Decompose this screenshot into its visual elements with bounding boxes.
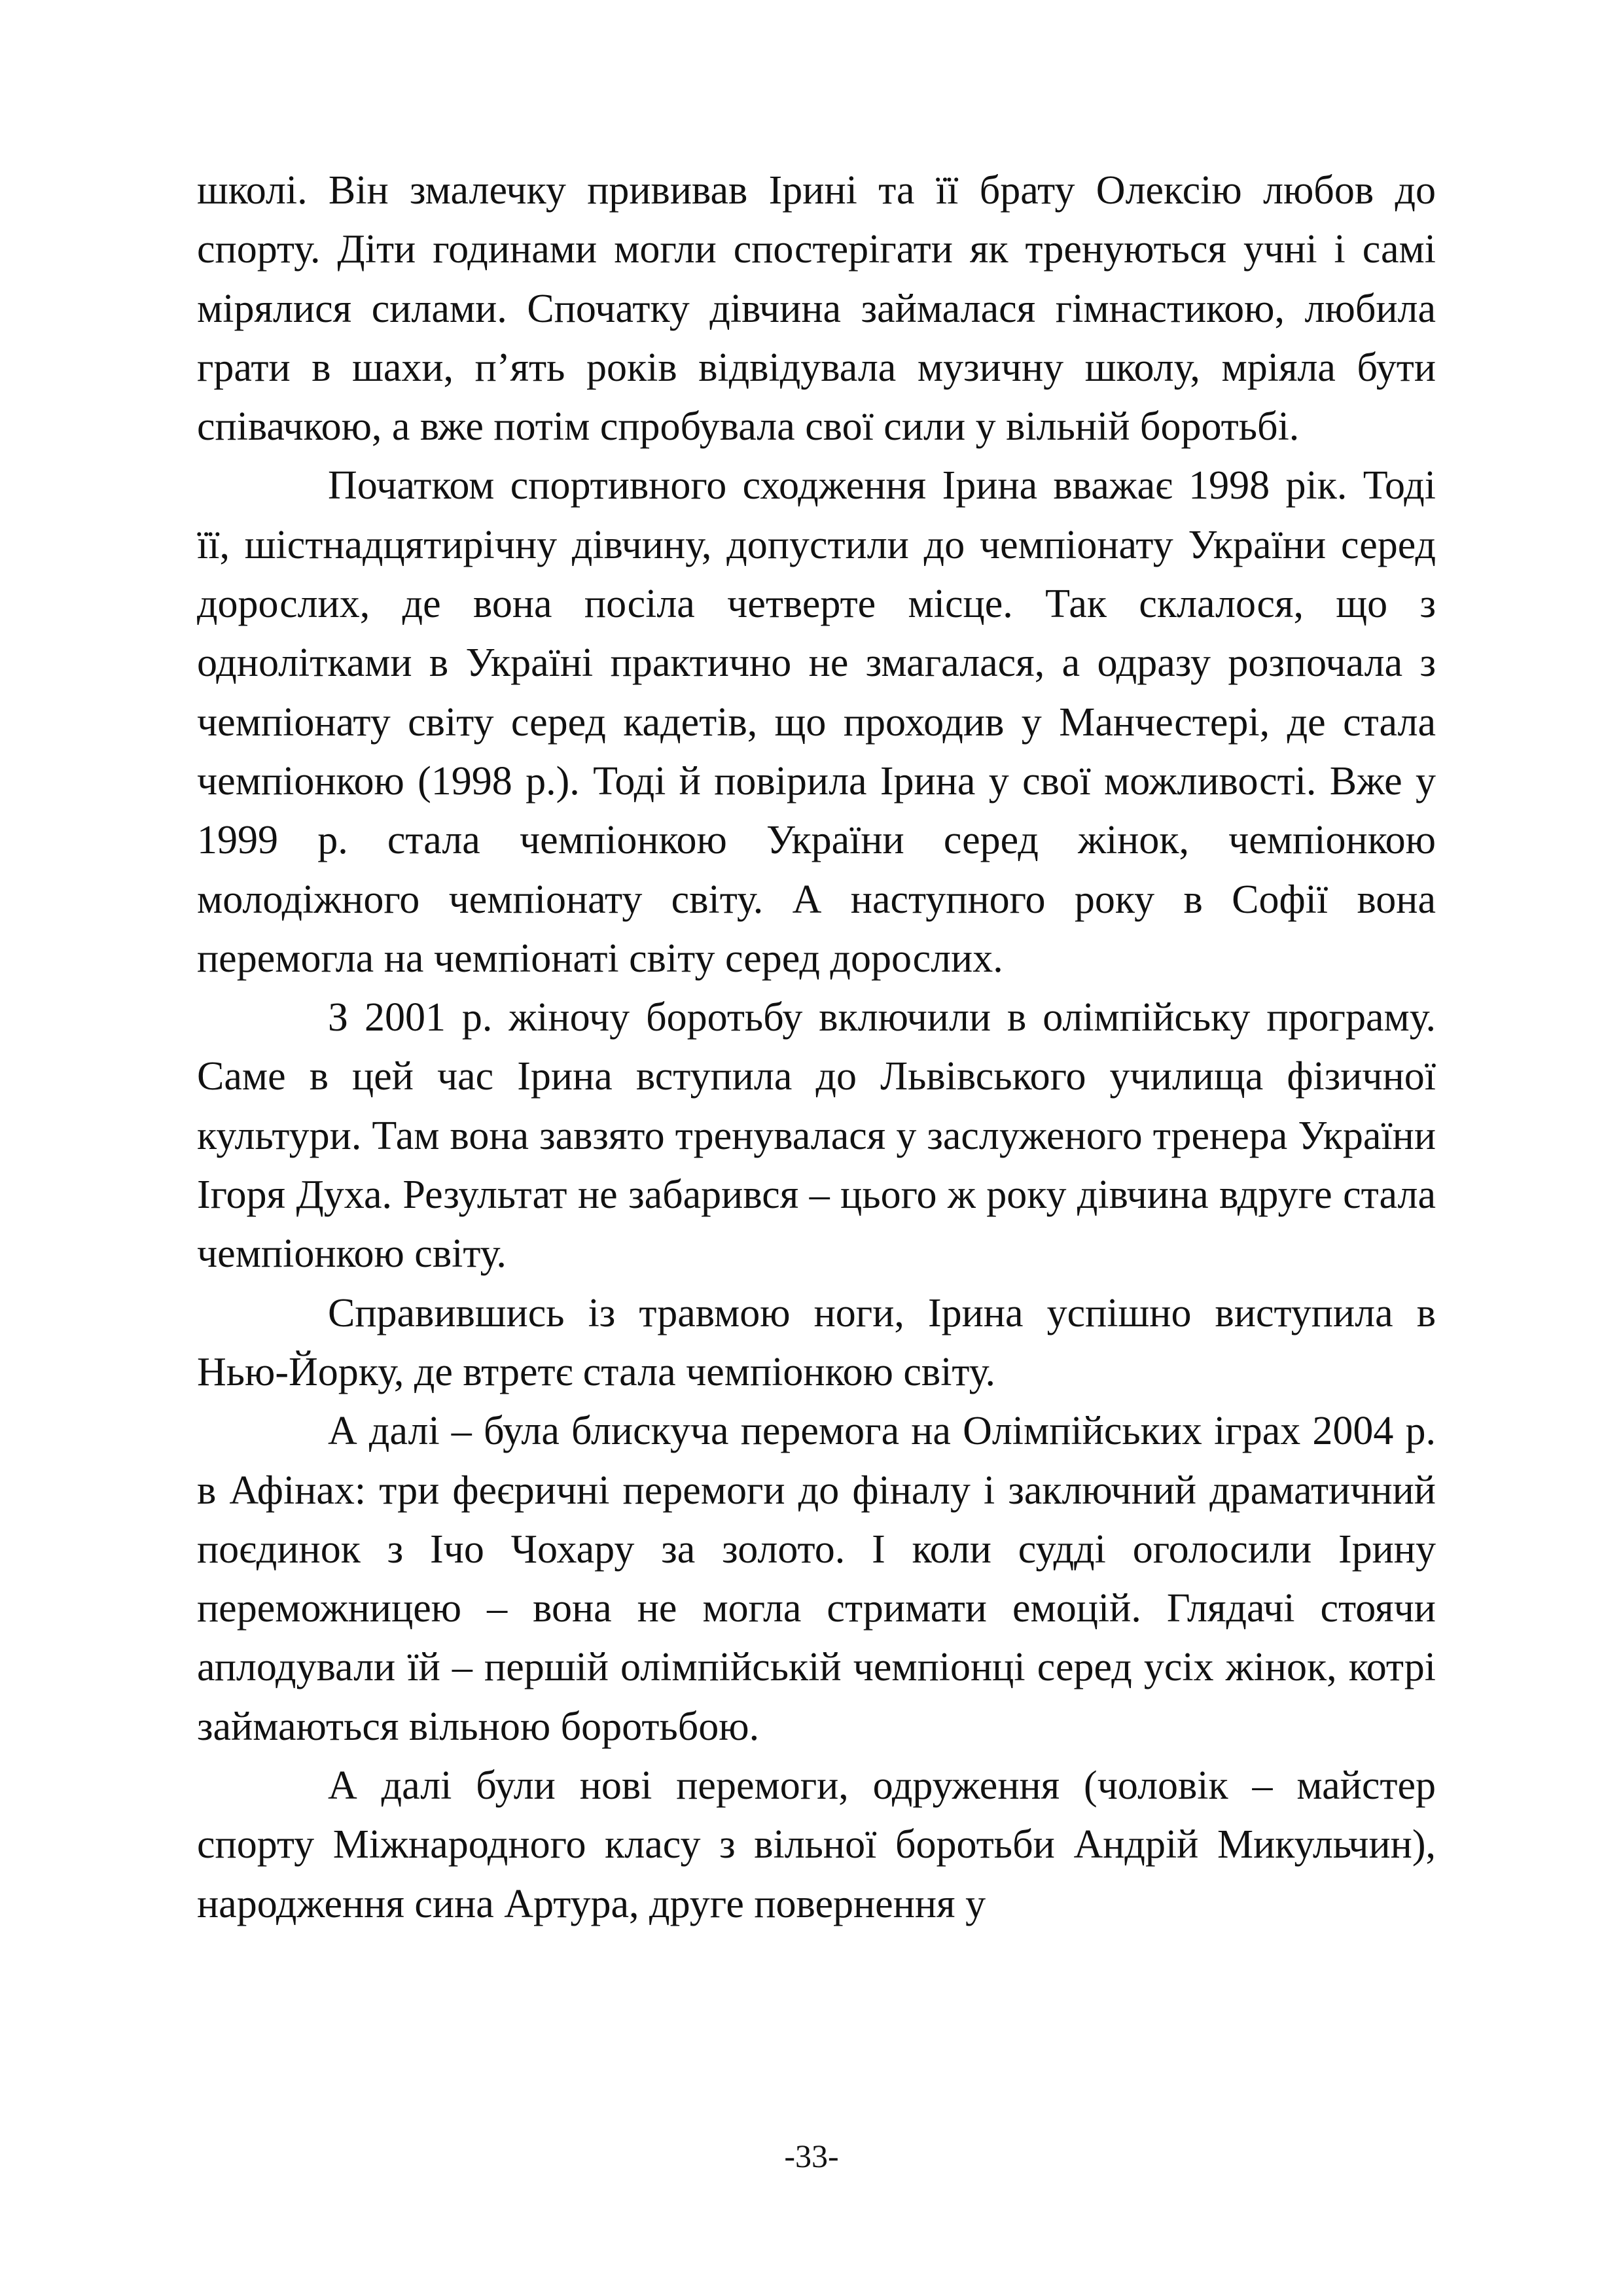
- paragraph-3: З 2001 р. жіночу боротьбу включили в олімпійську програму. Саме в цей час Ірина вступила до Львівського училища фізичної культури. Там вона завзято тренувалася у заслуженого тренера України Ігоря Духа. Результат не забарився – цього ж року дівчина вдруге стала чемпіонкою світу.: [197, 995, 1436, 1277]
- page-number: -33-: [784, 2138, 839, 2174]
- paragraph-2: Початком спортивного сходження Ірина вважає 1998 рік. Тоді її, шістнадцятирічну дівчину, допустили до чемпіонату України серед дорослих, де вона посіла четверте місце. Так склалося, що з однолітками в Україні практично не змагалася, а одразу розпочала з чемпіонату світу серед кадетів, що проходив у Манчестері, де стала чемпіонкою (1998 р.). Тоді й повірила Ірина у свої можливості. Вже у 1999 р. стала чемпіонкою України серед жінок, чемпіонкою молодіжного чемпіонату світу. А наступного року в Софії вона перемогла на чемпіонаті світу серед дорослих.: [197, 463, 1436, 981]
- paragraph-5: А далі – була блискуча перемога на Олімпійських іграх 2004 р. в Афінах: три феєричні перемоги до фіналу і заключний драматичний поєдинок з Ічо Чохару за золото. І коли судді оголосили Ірину переможницею – вона не могла стримати емоцій. Глядачі стоячи аплодували їй – першій олімпійській чемпіонці серед усіх жінок, котрі займаються вільною боротьбою.: [197, 1409, 1436, 1749]
- paragraph-4: Справившись із травмою ноги, Ірина успішно виступила в Нью-Йорку, де втретє стала чемпіонкою світу.: [197, 1290, 1436, 1394]
- paragraph-1: школі. Він змалечку прививав Ірині та її брату Олексію любов до спорту. Діти годинами могли спостерігати як тренуються учні і самі мірялися силами. Спочатку дівчина займалася гімнастикою, любила грати в шахи, п’ять років відвідувала музичну школу, мріяла бути співачкою, а вже потім спробувала свої сили у вільній боротьбі.: [197, 168, 1436, 450]
- body-text: [197, 161, 1436, 1934]
- paragraph-6: А далі були нові перемоги, одруження (чоловік – майстер спорту Міжнародного класу з вільної боротьби Андрій Микульчин), народження сина Артура, друге повернення у: [197, 1763, 1436, 1926]
